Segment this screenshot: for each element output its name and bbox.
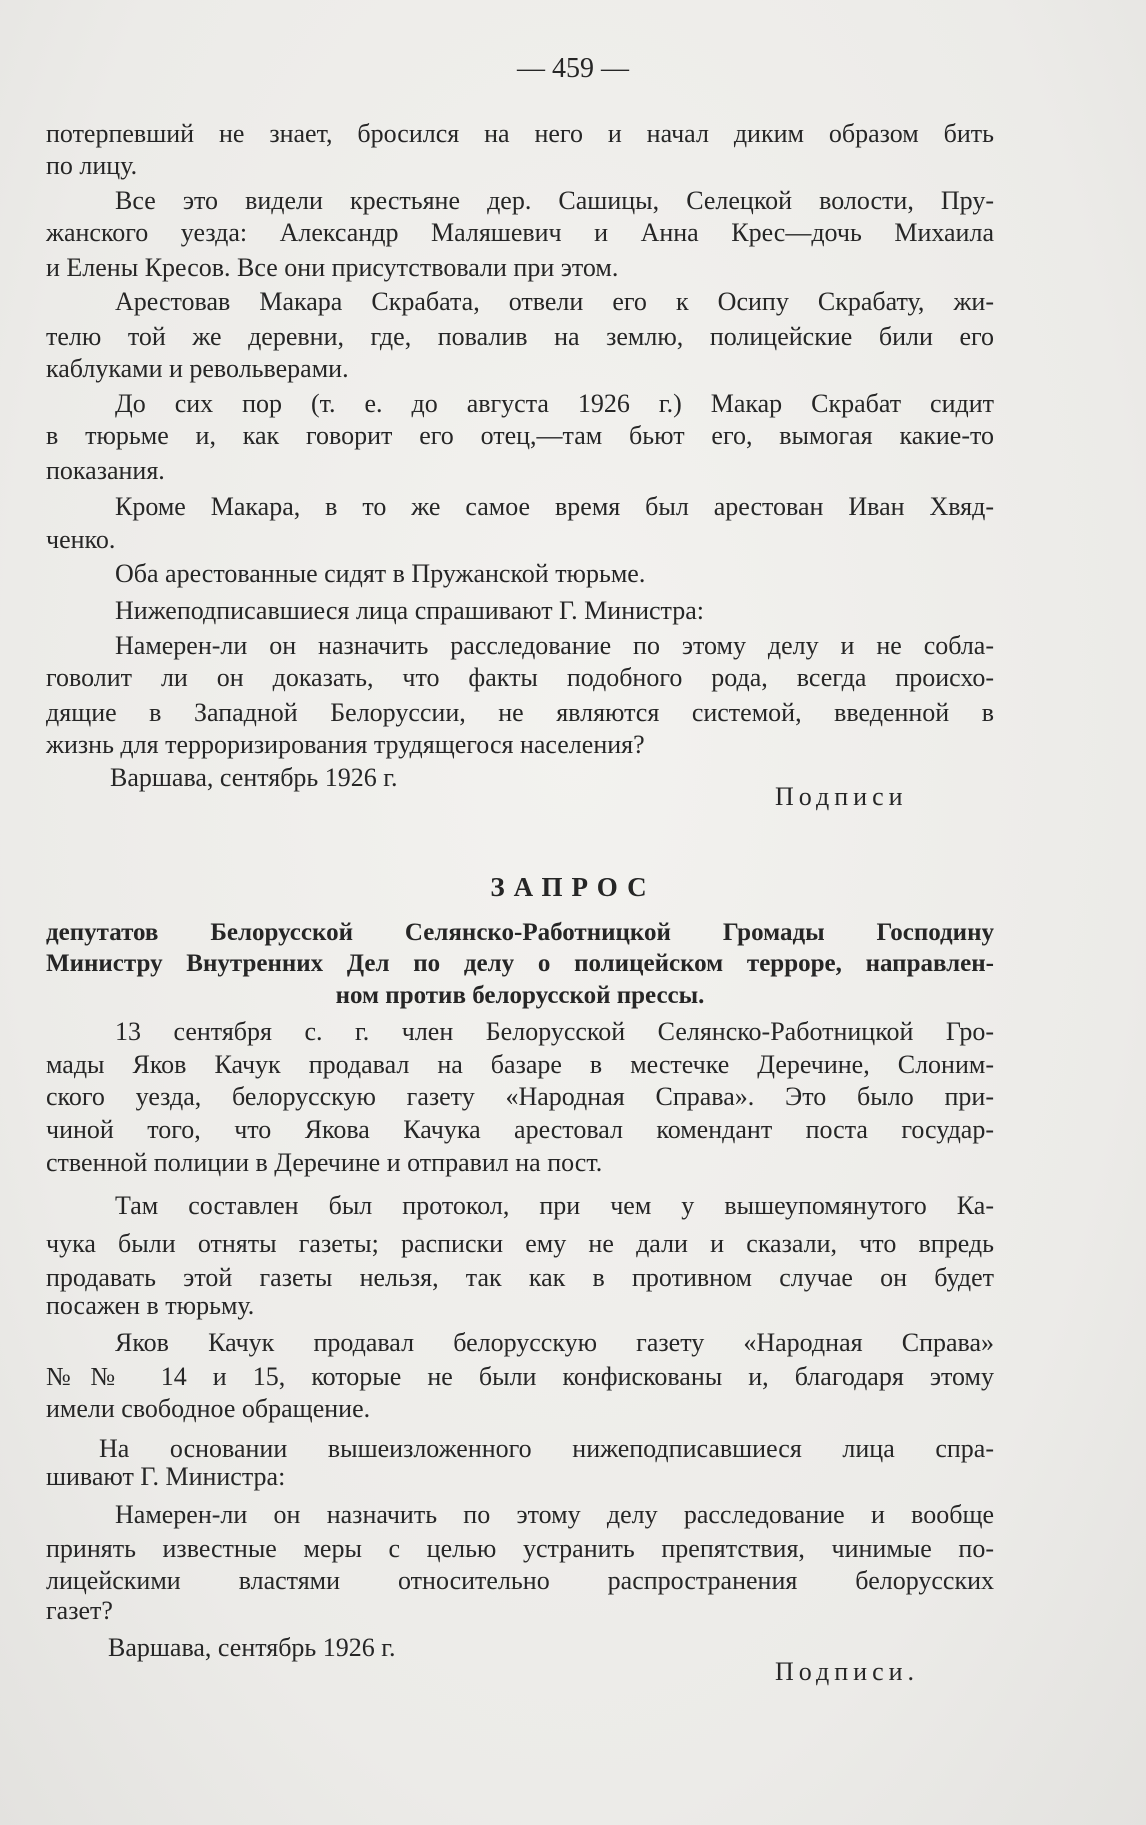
text-line: Арестовав Макара Скрабата, отвели его к Осипу Скрабату, жи- [115, 287, 994, 316]
text-line: газет? [46, 1596, 113, 1625]
text-line: Кроме Макара, в то же самое время был арестован Иван Хвяд- [115, 492, 994, 521]
text-line: ского уезда, белорусскую газету «Народная Справа». Это было при- [46, 1082, 994, 1111]
text-line: Все это видели крестьяне дер. Сашицы, Селецкой волости, Пру- [115, 186, 994, 215]
text-line: по лицу. [46, 151, 138, 180]
text-line: в тюрьме и, как говорит его отец,—там бьют его, вымогая какие-то [46, 421, 994, 450]
signature-label: Подписи [775, 782, 908, 811]
text-line: ственной полиции в Деречине и отправил на пост. [46, 1148, 603, 1177]
text-line: телю той же деревни, где, повалив на землю, полицейские били его [46, 322, 994, 351]
text-line: Намерен-ли он назначить по этому делу расследование и вообще [115, 1500, 994, 1529]
text-line: потерпевший не знает, бросился на него и начал диким образом бить [46, 119, 994, 148]
text-line: лицейскими властями относительно распространения белорусских [46, 1566, 994, 1595]
text-line: До сих пор (т. е. до августа 1926 г.) Макар Скрабат сидит [115, 389, 994, 418]
text-line: Намерен-ли он назначить расследование по этому делу и не собла- [115, 631, 994, 660]
text-line: жизнь для терроризирования трудящегося населения? [46, 730, 645, 759]
text-line: продавать этой газеты нельзя, так как в противном случае он будет [46, 1263, 994, 1292]
text-line: говолит ли он доказать, что факты подобного рода, всегда происхо- [46, 663, 994, 692]
text-line: каблуками и револьверами. [46, 354, 349, 383]
text-line: чиной того, что Якова Качука арестовал комендант поста государ- [46, 1115, 994, 1144]
text-line: дящие в Западной Белоруссии, не являются системой, введенной в [46, 698, 994, 727]
text-line: принять известные меры с целью устранить препятствия, чинимые по- [46, 1534, 994, 1563]
subheading-line: депутатов Белорусской Селянско-Работницкой Громады Господину [46, 919, 994, 946]
text-line: и Елены Кресов. Все они присутствовали при этом. [46, 253, 619, 282]
text-line: показания. [46, 456, 165, 485]
text-line: 13 сентября с. г. член Белорусской Селянско-Работницкой Гро- [115, 1017, 994, 1046]
text-line: Нижеподписавшиеся лица спрашивают Г. Министра: [115, 596, 704, 625]
text-line: посажен в тюрьму. [46, 1291, 255, 1320]
text-line: ченко. [46, 525, 116, 554]
section-heading: ЗАПРОС [490, 872, 656, 902]
text-line: мады Яков Качук продавал на базаре в местечке Деречине, Слоним- [46, 1050, 994, 1079]
text-line: имели свободное обращение. [46, 1394, 371, 1423]
place-date: Варшава, сентябрь 1926 г. [110, 763, 398, 792]
page-number: — 459 — [517, 53, 629, 84]
text-line: №№ 14 и 15, которые не были конфискованы и, благодаря этому [46, 1362, 994, 1391]
text-line: шивают Г. Министра: [46, 1462, 286, 1491]
text-line: Оба арестованные сидят в Пружанской тюрьме. [115, 559, 646, 588]
text-line: чука были отняты газеты; расписки ему не дали и сказали, что впредь [46, 1229, 994, 1258]
text-line: Яков Качук продавал белорусскую газету «Народная Справа» [115, 1328, 994, 1357]
text-line: Там составлен был протокол, при чем у вышеупомянутого Ка- [115, 1191, 994, 1220]
subheading-line: Министру Внутренних Дел по делу о полицейском терроре, направлен- [46, 950, 994, 977]
text-line: На основании вышеизложенного нижеподписавшиеся лица спра- [99, 1434, 994, 1463]
signature-label: Подписи. [775, 1657, 920, 1686]
text-line: жанского уезда: Александр Маляшевич и Анна Крес—дочь Михаила [46, 218, 994, 247]
subheading-line: ном против белорусской прессы. [335, 982, 705, 1009]
place-date: Варшава, сентябрь 1926 г. [108, 1633, 396, 1662]
